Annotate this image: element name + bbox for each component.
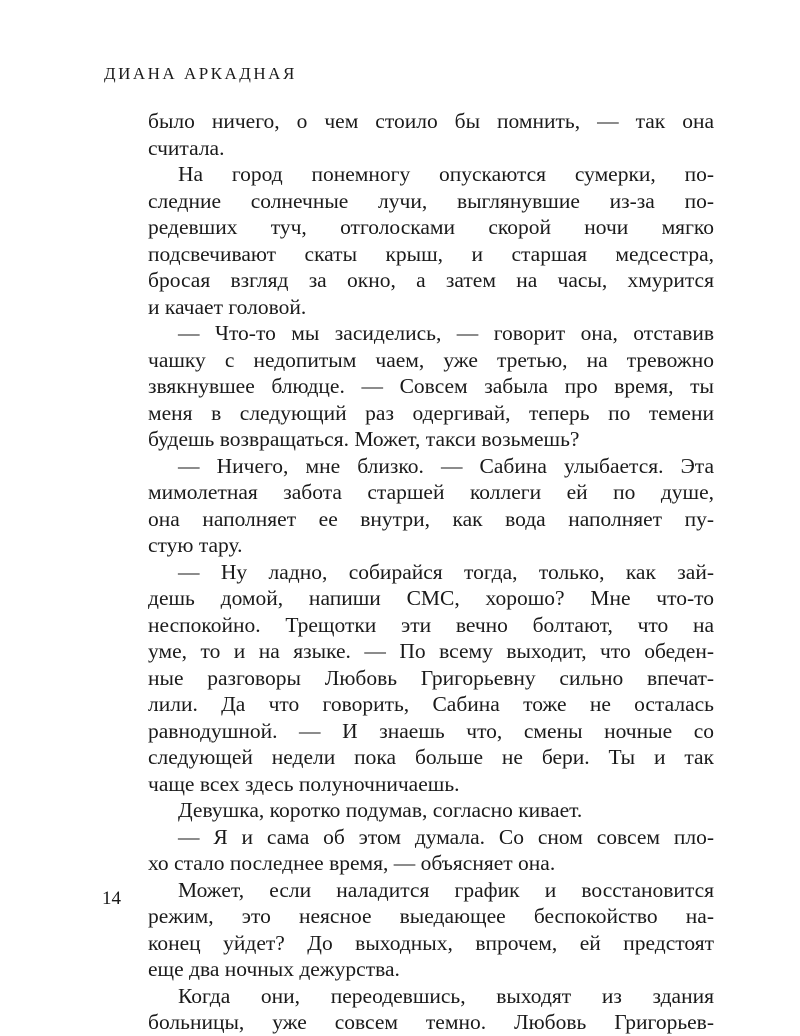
text-line: лили. Да что говорить, Сабина тоже не осталась bbox=[148, 692, 714, 716]
text-line: следующей недели пока больше не бери. Ты и так bbox=[148, 745, 714, 769]
text-line: уме, то и на языке. — По всему выходит, что обеден- bbox=[148, 639, 714, 663]
text-line: Может, если наладится график и восстановится bbox=[178, 877, 714, 902]
text-line: мимолетная забота старшей коллеги ей по душе, bbox=[148, 480, 714, 504]
text-line: будешь возвращаться. Может, такси возьмешь? bbox=[148, 427, 580, 451]
text-line: редевших туч, отголосками скорой ночи мягко bbox=[148, 215, 714, 239]
text-line: больницы, уже совсем темно. Любовь Григорьев- bbox=[148, 1010, 714, 1034]
text-line: звякнувшее блюдце. — Совсем забыла про время, ты bbox=[148, 374, 714, 398]
body-text bbox=[148, 108, 714, 1036]
text-line: и качает головой. bbox=[148, 294, 307, 319]
text-line: меня в следующий раз одергивай, теперь по темени bbox=[148, 400, 714, 425]
text-line: Когда они, переодевшись, выходят из здания bbox=[178, 983, 714, 1008]
text-line: чашку с недопитым чаем, уже третью, на тревожно bbox=[148, 347, 714, 372]
text-line: Девушка, коротко подумав, согласно кивает. bbox=[178, 798, 583, 822]
running-head: ДИАНА АРКАДНАЯ bbox=[104, 64, 297, 83]
text-line: хо стало последнее время, — объясняет она. bbox=[148, 851, 556, 875]
text-line: На город понемногу опускаются сумерки, по- bbox=[178, 162, 714, 186]
page-number: 14 bbox=[102, 888, 121, 909]
text-line: она наполняет ее внутри, как вода наполняет пу- bbox=[148, 506, 714, 531]
text-line: режим, это неясное выедающее беспокойство на- bbox=[148, 904, 714, 928]
text-line: бросая взгляд за окно, а затем на часы, хмурится bbox=[148, 268, 714, 292]
text-line: конец уйдет? До выходных, впрочем, ей предстоят bbox=[148, 930, 714, 955]
text-line: дешь домой, напиши СМС, хорошо? Мне что-то bbox=[148, 586, 714, 610]
text-line: было ничего, о чем стоило бы помнить, — так она bbox=[148, 109, 714, 133]
text-line: еще два ночных дежурства. bbox=[148, 957, 400, 981]
text-line: чаще всех здесь полуночничаешь. bbox=[148, 771, 460, 796]
text-line: подсвечивают скаты крыш, и старшая медсестра, bbox=[148, 241, 714, 266]
text-line: считала. bbox=[148, 135, 225, 160]
text-line: ные разговоры Любовь Григорьевну сильно впечат- bbox=[148, 665, 714, 690]
text-line: стую тару. bbox=[148, 533, 243, 557]
text-line: — Я и сама об этом думала. Со сном совсем пло- bbox=[178, 824, 714, 849]
text-line: равнодушной. — И знаешь что, смены ночные со bbox=[148, 718, 714, 743]
text-line: — Ничего, мне близко. — Сабина улыбается. Эта bbox=[178, 453, 714, 478]
text-line: неспокойно. Трещотки эти вечно болтают, что на bbox=[148, 612, 714, 637]
text-line: — Ну ладно, собирайся тогда, только, как зай- bbox=[178, 559, 714, 584]
text-line: следние солнечные лучи, выглянувшие из-за по- bbox=[148, 188, 714, 213]
text-line: — Что-то мы засиделись, — говорит она, отставив bbox=[178, 321, 714, 345]
